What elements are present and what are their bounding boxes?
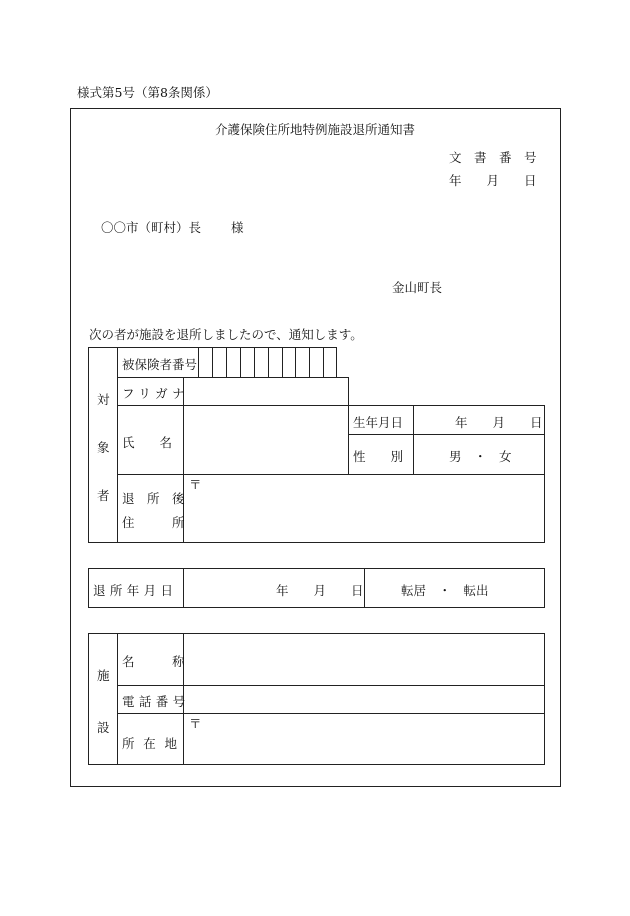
- furigana-label: フリガナ: [122, 386, 189, 401]
- insured-number-label: 被保険者番号: [122, 357, 198, 372]
- post-discharge-address-label-2: 住 所: [122, 515, 185, 530]
- post-discharge-address-field[interactable]: [184, 475, 544, 542]
- post-discharge-address-label-1: 退 所 後: [122, 491, 185, 506]
- gender-label: 性 別: [353, 449, 404, 464]
- document-number-label: 文 書 番 号: [449, 150, 537, 165]
- facility-location-field[interactable]: [184, 714, 544, 764]
- issue-date-label: 年 月 日: [449, 173, 537, 188]
- facility-phone-label: 電話番号: [122, 694, 190, 709]
- birthdate-value[interactable]: 年 月 日: [455, 415, 543, 430]
- discharge-date-value[interactable]: 年 月 日: [276, 583, 364, 598]
- sender: 金山町長: [392, 280, 443, 295]
- addressee: 〇〇市（町村）長: [101, 220, 202, 235]
- facility-name-label: 名 称: [122, 654, 185, 669]
- form-number: 様式第5号（第8条関係）: [77, 85, 218, 100]
- gender-options[interactable]: 男 ・ 女: [449, 449, 512, 464]
- postal-mark: 〒: [189, 477, 202, 492]
- insured-number-field[interactable]: [199, 348, 336, 377]
- honorific: 様: [231, 220, 244, 235]
- facility-section-label-1: 施: [97, 668, 110, 683]
- birthdate-label: 生年月日: [353, 415, 404, 430]
- furigana-field[interactable]: [184, 378, 348, 405]
- name-label: 氏 名: [122, 435, 173, 450]
- facility-postal-mark: 〒: [189, 716, 202, 731]
- discharge-reason-options[interactable]: 転居 ・ 転出: [401, 583, 489, 598]
- name-field[interactable]: [184, 406, 348, 474]
- facility-location-label: 所在地: [122, 736, 186, 751]
- subject-section-label-2: 象: [97, 440, 110, 455]
- discharge-date-label: 退所年月日: [93, 583, 178, 598]
- form-title: 介護保険住所地特例施設退所通知書: [214, 122, 415, 137]
- intro-text: 次の者が施設を退所しましたので、通知します。: [89, 327, 363, 342]
- facility-section-label-2: 設: [97, 720, 110, 735]
- facility-phone-field[interactable]: [184, 686, 544, 713]
- subject-section-label-1: 対: [97, 392, 110, 407]
- facility-name-field[interactable]: [184, 634, 544, 685]
- subject-section-label-3: 者: [97, 488, 110, 503]
